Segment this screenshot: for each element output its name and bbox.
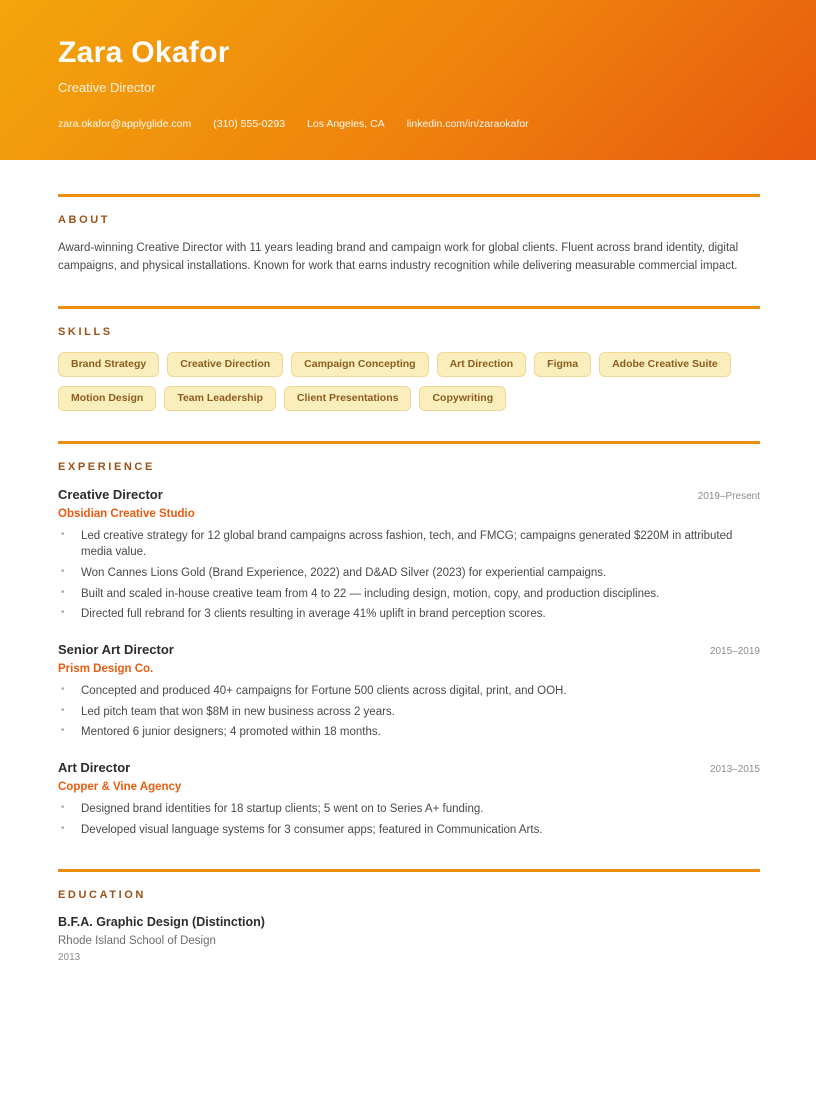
person-name: Zara Okafor: [58, 36, 230, 69]
job-bullet-list: [58, 683, 760, 741]
job-dates: 2013–2015: [709, 764, 760, 776]
contact-row: [58, 118, 760, 130]
education-degree: B.F.A. Graphic Design (Distinction): [58, 914, 265, 929]
job-bullet: • Led pitch team that won $8M in new business across 2 years.: [58, 704, 760, 721]
skill-pill: Motion Design: [58, 386, 156, 411]
job-bullet: • Developed visual language systems for 3 consumer apps; featured in Communication Arts.: [58, 822, 760, 839]
section-about: [58, 194, 760, 276]
skill-pill: Campaign Concepting: [291, 352, 428, 377]
education-school: Rhode Island School of Design: [58, 934, 216, 947]
job-header: [58, 642, 760, 657]
skills-list: [58, 352, 760, 411]
job-header: [58, 487, 760, 502]
skill-pill: Brand Strategy: [58, 352, 159, 377]
job-bullet: • Won Cannes Lions Gold (Brand Experience, 2022) and D&AD Silver (2023) for experiential campaigns.: [58, 565, 760, 582]
job-bullet: • Concepted and produced 40+ campaigns for Fortune 500 clients across digital, print, and OOH.: [58, 683, 760, 700]
contact-linkedin[interactable]: linkedin.com/in/zaraokafor: [406, 118, 529, 130]
job-bullet: • Directed full rebrand for 3 clients resulting in average 41% uplift in brand perception scores.: [58, 606, 760, 623]
job-company: Copper & Vine Agency: [58, 781, 182, 794]
skill-pill: Figma: [534, 352, 591, 377]
job-entry: [58, 487, 760, 623]
education-heading: EDUCATION: [58, 888, 146, 901]
job-bullet: • Led creative strategy for 12 global brand campaigns across fashion, tech, and FMCG; campaigns generated $220M in attributed media value.: [58, 528, 760, 561]
experience-heading: EXPERIENCE: [58, 460, 155, 473]
skill-pill: Creative Direction: [167, 352, 283, 377]
job-bullet: • Mentored 6 junior designers; 4 promoted within 18 months.: [58, 724, 760, 741]
job-dates: 2019–Present: [697, 490, 760, 502]
contact-email[interactable]: zara.okafor@applyglide.com: [58, 118, 192, 130]
job-title: Art Director: [58, 760, 131, 776]
section-education: [58, 869, 760, 963]
contact-phone[interactable]: (310) 555-0293: [213, 118, 286, 130]
section-skills: [58, 306, 760, 411]
person-job-title: Creative Director: [58, 80, 156, 95]
job-bullet: • Designed brand identities for 18 startup clients; 5 went on to Series A+ funding.: [58, 801, 760, 818]
job-entry: [58, 642, 760, 741]
job-company: Obsidian Creative Studio: [58, 507, 195, 520]
job-bullet-list: [58, 801, 760, 838]
job-title: Senior Art Director: [58, 642, 174, 658]
skill-pill: Team Leadership: [164, 386, 276, 411]
skill-pill: Adobe Creative Suite: [599, 352, 731, 377]
job-header: [58, 760, 760, 775]
job-bullet-list: [58, 528, 760, 623]
job-title: Creative Director: [58, 486, 163, 502]
skills-heading: SKILLS: [58, 325, 113, 338]
job-bullet: • Built and scaled in-house creative team from 4 to 22 — including design, motion, copy, and production disciplines.: [58, 586, 760, 603]
about-text: Award-winning Creative Director with 11 years leading brand and campaign work for global clients. Fluent across brand identity, digital campaigns, and physical installations. Known for work that earns industry recognition while delivering measurable commercial impact.: [58, 242, 739, 273]
education-year: 2013: [58, 951, 81, 963]
job-company: Prism Design Co.: [58, 663, 154, 676]
about-heading: ABOUT: [58, 214, 111, 226]
skill-pill: Copywriting: [419, 386, 506, 411]
job-entry: [58, 760, 760, 838]
contact-location: Los Angeles, CA: [307, 118, 385, 130]
skill-pill: Art Direction: [437, 352, 527, 377]
section-experience: [58, 441, 760, 839]
skill-pill: Client Presentations: [284, 386, 412, 411]
job-dates: 2015–2019: [709, 646, 760, 658]
header-banner: [0, 0, 816, 160]
resume-body: [0, 194, 816, 963]
